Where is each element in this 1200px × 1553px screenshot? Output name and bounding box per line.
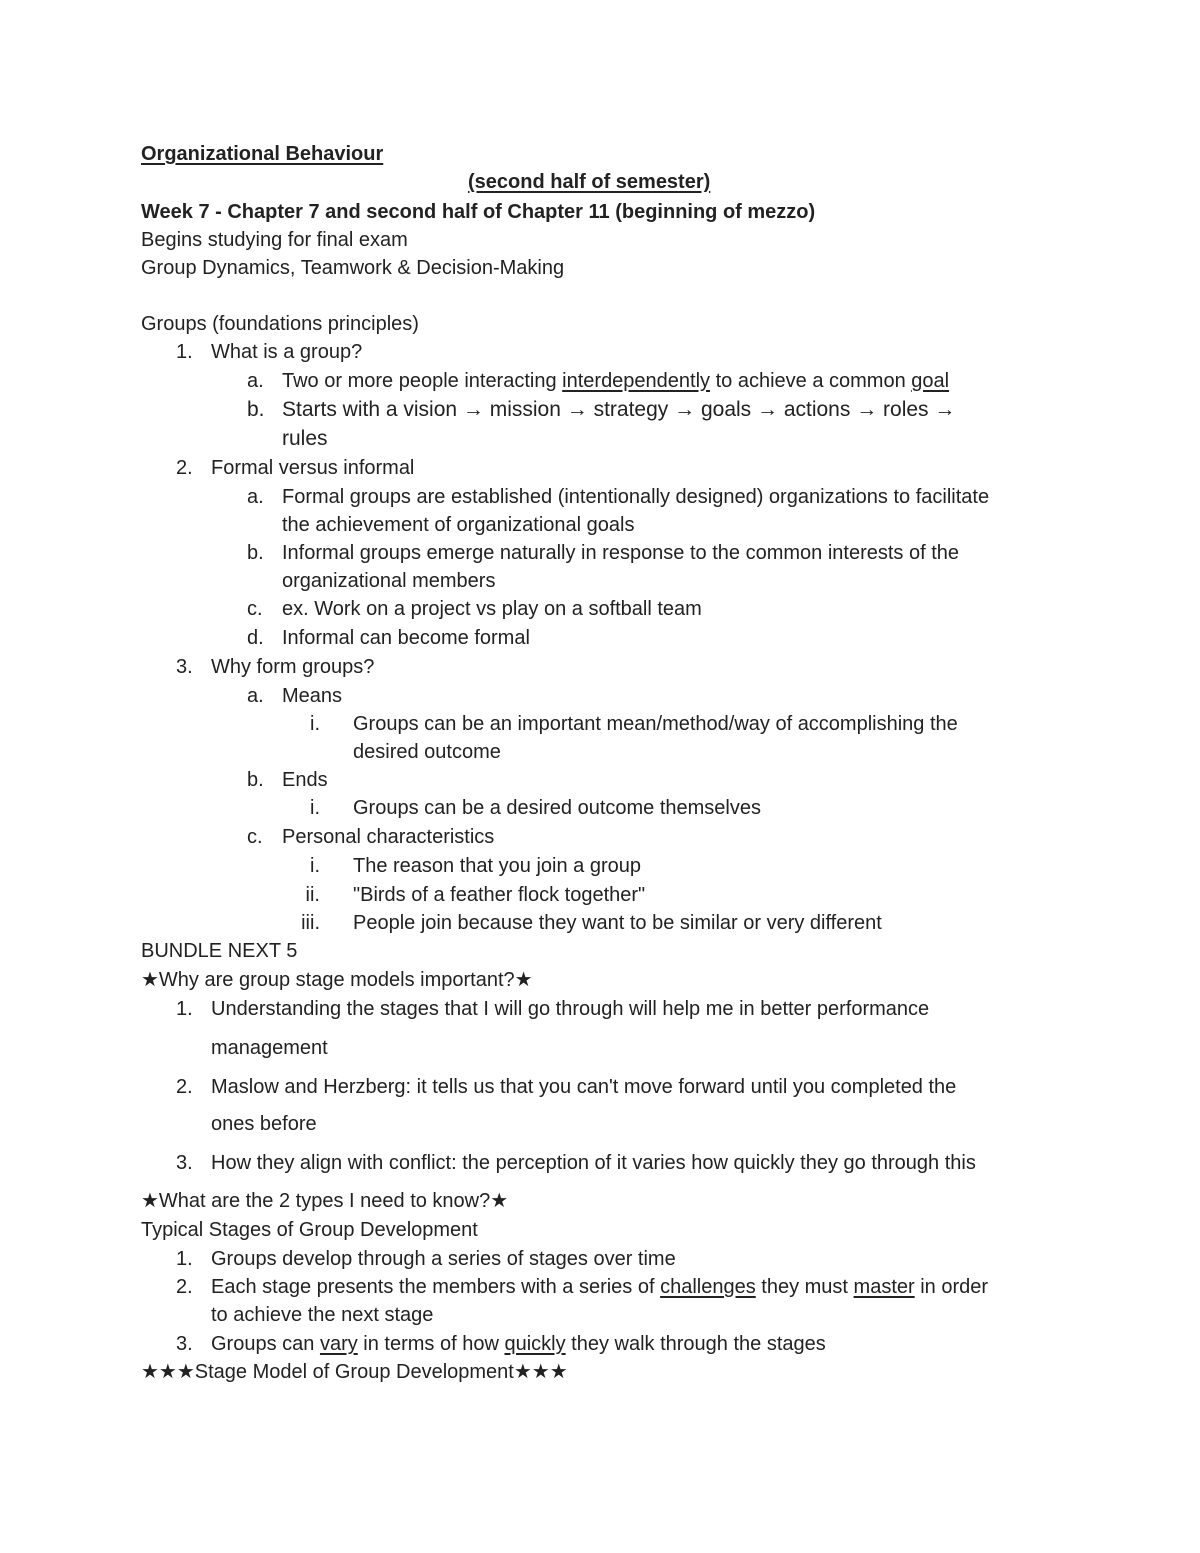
list-marker: 3. xyxy=(176,1333,193,1355)
list-item xyxy=(0,1246,1200,1272)
list-text: Means xyxy=(282,685,343,707)
list-text xyxy=(211,1274,988,1300)
list-text-continuation: organizational members xyxy=(282,570,496,592)
groups-heading: Groups (foundations principles) xyxy=(141,313,419,335)
list-item xyxy=(0,484,1200,510)
bundle-note: BUNDLE NEXT 5 xyxy=(141,940,298,962)
list-marker: a. xyxy=(247,685,264,707)
list-item xyxy=(0,996,1200,1022)
list-marker: 1. xyxy=(176,341,193,363)
list-item xyxy=(0,711,1200,737)
week-heading: Week 7 - Chapter 7 and second half of Chapter 11 (beginning of mezzo) xyxy=(141,201,816,223)
list-text xyxy=(211,1331,826,1357)
list-item xyxy=(0,339,1200,365)
list-text: Ends xyxy=(282,769,328,791)
list-text: Informal can become formal xyxy=(282,627,530,649)
list-text-continuation: desired outcome xyxy=(353,741,501,763)
list-item xyxy=(0,683,1200,709)
underlined-term: goal xyxy=(911,370,950,392)
list-marker: i. xyxy=(310,713,320,735)
list-text: "Birds of a feather flock together" xyxy=(353,884,646,906)
list-text: Groups develop through a series of stages over time xyxy=(211,1248,676,1270)
list-marker: 2. xyxy=(176,1076,193,1098)
list-text: Why form groups? xyxy=(211,656,375,678)
list-marker: c. xyxy=(247,598,263,620)
list-item xyxy=(0,1074,1200,1100)
list-marker: 2. xyxy=(176,457,193,479)
list-text: Formal groups are established (intentionally designed) organizations to facilitate xyxy=(282,486,990,508)
stage-model-heading: ★★★Stage Model of Group Development★★★ xyxy=(141,1361,568,1383)
text-run: in terms of how xyxy=(357,1333,505,1355)
list-text: Personal characteristics xyxy=(282,826,495,848)
document-subtitle xyxy=(468,169,710,195)
list-text-continuation: rules xyxy=(282,427,328,450)
list-marker: 2. xyxy=(176,1276,193,1298)
list-marker: c. xyxy=(247,826,263,848)
list-text-continuation: to achieve the next stage xyxy=(211,1304,434,1326)
list-item xyxy=(0,767,1200,793)
list-marker: b. xyxy=(247,542,264,564)
underlined-term: master xyxy=(853,1276,915,1298)
text-run: they must xyxy=(755,1276,854,1298)
list-marker: a. xyxy=(247,486,264,508)
list-item xyxy=(0,540,1200,566)
text-run: to achieve a common xyxy=(710,370,912,392)
types-heading: ★What are the 2 types I need to know?★ xyxy=(141,1190,509,1212)
text-run: Groups can xyxy=(211,1333,320,1355)
list-item xyxy=(0,824,1200,850)
list-marker: b. xyxy=(247,769,264,791)
underlined-term: vary xyxy=(319,1333,358,1355)
underlined-term: quickly xyxy=(504,1333,566,1355)
list-text: Groups can be a desired outcome themselves xyxy=(353,797,761,819)
list-text: ex. Work on a project vs play on a softball team xyxy=(282,598,702,620)
list-marker: b. xyxy=(247,398,265,421)
list-marker: i. xyxy=(310,797,320,819)
list-text: Formal versus informal xyxy=(211,457,415,479)
list-marker: d. xyxy=(247,627,264,649)
subtitle-text: (second half of semester) xyxy=(468,171,711,193)
list-text xyxy=(282,368,949,394)
list-marker: i. xyxy=(310,855,320,877)
list-item xyxy=(0,625,1200,651)
intro-line-2: Group Dynamics, Teamwork & Decision-Making xyxy=(141,257,565,279)
list-text: The reason that you join a group xyxy=(353,855,641,877)
list-text-continuation: the achievement of organizational goals xyxy=(282,514,635,536)
why-heading: ★Why are group stage models important?★ xyxy=(141,969,533,991)
list-text: People join because they want to be similar or very different xyxy=(353,912,882,934)
list-item xyxy=(0,1274,1200,1300)
list-item xyxy=(0,795,1200,821)
list-item xyxy=(0,397,1200,423)
list-text: Maslow and Herzberg: it tells us that you can't move forward until you completed the xyxy=(211,1076,957,1098)
text-run: in order xyxy=(914,1276,989,1298)
document-title: Organizational Behaviour xyxy=(141,143,384,165)
list-text: Understanding the stages that I will go through will help me in better performance xyxy=(211,998,930,1020)
list-item xyxy=(0,596,1200,622)
typical-heading: Typical Stages of Group Development xyxy=(141,1219,478,1241)
text-run: Two or more people interacting xyxy=(282,370,563,392)
list-text: Starts with a vision → mission → strategy → goals → actions → roles → xyxy=(282,398,956,421)
list-marker: 1. xyxy=(176,1248,193,1270)
list-item xyxy=(0,654,1200,680)
list-text-continuation: management xyxy=(211,1037,328,1059)
list-item xyxy=(0,853,1200,879)
list-marker: ii. xyxy=(305,884,320,906)
list-item xyxy=(0,1150,1200,1176)
list-item xyxy=(0,1331,1200,1357)
list-item xyxy=(0,882,1200,908)
list-marker: iii. xyxy=(301,912,320,934)
list-marker: 3. xyxy=(176,1152,193,1174)
list-marker: 3. xyxy=(176,656,193,678)
underlined-term: interdependently xyxy=(562,370,711,392)
list-marker: a. xyxy=(247,370,264,392)
list-item xyxy=(0,368,1200,394)
list-item xyxy=(0,455,1200,481)
list-text: Groups can be an important mean/method/way of accomplishing the xyxy=(353,713,958,735)
text-run: Each stage presents the members with a series of xyxy=(211,1276,661,1298)
list-text: How they align with conflict: the perception of it varies how quickly they go through this xyxy=(211,1152,976,1174)
list-text: What is a group? xyxy=(211,341,363,363)
text-run: they walk through the stages xyxy=(565,1333,826,1355)
list-marker: 1. xyxy=(176,998,193,1020)
list-text-continuation: ones before xyxy=(211,1113,317,1135)
underlined-term: challenges xyxy=(660,1276,756,1298)
list-text: Informal groups emerge naturally in response to the common interests of the xyxy=(282,542,960,564)
list-item xyxy=(0,910,1200,936)
intro-line-1: Begins studying for final exam xyxy=(141,229,408,251)
